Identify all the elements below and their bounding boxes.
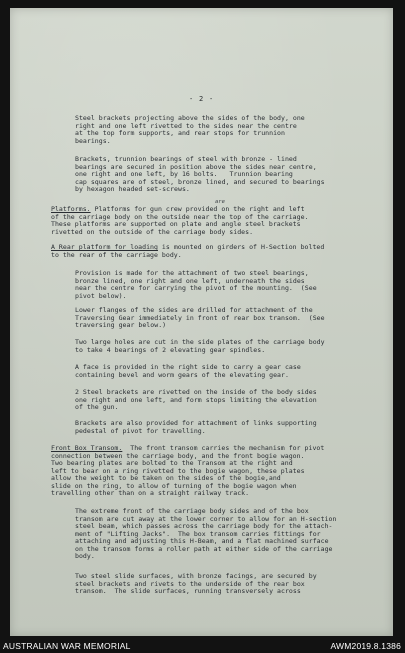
line: pivot below). — [75, 291, 127, 300]
line: to take 4 bearings of 2 elevating gear spindles. — [75, 345, 266, 354]
line: Traversing Gear immediately in front of rear box transom. (See — [75, 313, 325, 322]
paragraph-heading: Front Box Transom. — [51, 444, 123, 452]
line: travelling other than on a straight railway track. — [51, 489, 250, 497]
line: bronze lined, one right and one left, underneath the sides — [75, 276, 305, 285]
paragraph-large-holes — [75, 339, 325, 354]
line: Provision is made for the attachment of two steel bearings, — [75, 269, 309, 277]
line: Brackets, trunnion bearings of steel with bronze - lined — [75, 155, 297, 163]
institution-label: AUSTRALIAN WAR MEMORIAL — [3, 641, 131, 651]
paragraph-front-box-transom — [51, 445, 324, 498]
line: Platforms for gun crew provided on the right and left — [90, 205, 305, 213]
page-number: - 2 - — [188, 95, 215, 103]
paragraph-trunnion-bearings — [75, 156, 325, 194]
line: right and one left rivetted to the sides near the centre — [75, 121, 297, 130]
line: Two steel slide surfaces, with bronze facings, are secured by — [75, 572, 317, 580]
paragraph-steel-stops — [75, 389, 317, 412]
line: bearings are secured in position above the sides near centre, — [75, 162, 317, 171]
line: Brackets are also provided for attachment of links supporting — [75, 419, 317, 427]
accession-number: AWM2019.8.1386 — [330, 641, 401, 651]
line: These platforms are supported on plate and angle steel brackets — [51, 220, 301, 228]
line: of the gun. — [75, 403, 119, 411]
line: one right and one left, and form stops limiting the elevation — [75, 395, 317, 404]
document-page — [10, 8, 393, 636]
footer-bar — [0, 640, 405, 653]
line: The extreme front of the carriage body sides and of the box — [75, 507, 309, 515]
line: steel beam, which passes across the carriage body for the attach- — [75, 522, 333, 530]
line: of the carriage body on the outside near the top of the carriage. — [51, 212, 309, 221]
line: transom. The slide surfaces, running transversely across — [75, 587, 301, 595]
line: pedestal of pivot for travelling. — [75, 426, 206, 435]
paragraph-heading: A Rear platform for loading — [51, 243, 158, 251]
line: ment of "Lifting Jacks". The box transom carries fittings for — [75, 529, 321, 538]
line: bearings. — [75, 136, 111, 145]
line: transom are cut away at the lower corner to allow for an H-section — [75, 514, 337, 523]
line: The front transom carries the mechanism for pivot — [122, 444, 325, 452]
line: steel brackets and rivets to the underside of the rear box — [75, 579, 305, 588]
line: cap squares are of steel, bronze lined, and secured to bearings — [75, 177, 325, 186]
paragraph-gear-case — [75, 364, 301, 379]
line: Two large holes are cut in the side plates of the carriage body — [75, 338, 325, 346]
line: is mounted on girders of H-Section bolted — [157, 243, 325, 251]
line: at the top form supports, and rear stops for trunnion — [75, 129, 285, 137]
paragraph-steel-brackets — [75, 115, 305, 145]
line: containing bevel and worm gears of the elevating gear. — [75, 370, 289, 379]
paragraph-platforms — [51, 206, 309, 236]
line: Lower flanges of the sides are drilled for attachment of the — [75, 306, 313, 314]
line: rivetted on the outside of the carriage body sides. — [51, 227, 254, 236]
line: left to bear on a ring rivetted to the bogie wagon, these plates — [51, 466, 305, 475]
line: Steel brackets projecting above the sides of the body, one — [75, 114, 305, 122]
line: 2 Steel brackets are rivetted on the inside of the body sides — [75, 388, 317, 396]
paragraph-links — [75, 420, 317, 435]
paragraph-extreme-front — [75, 508, 336, 561]
line: slide on the ring, to allow of turning of the bogie wagon when — [51, 481, 297, 490]
line: A face is provided in the right side to carry a gear case — [75, 363, 301, 371]
paragraph-rear-platform — [51, 244, 324, 259]
handwritten-insertion: are — [215, 199, 225, 205]
line: connection between the carriage body, and the front bogie wagon. — [51, 451, 305, 460]
line: body. — [75, 552, 95, 560]
paragraph-lower-flanges — [75, 307, 325, 330]
line: to the rear of the carriage body. — [51, 250, 182, 259]
line: by hexagon headed set-screws. — [75, 185, 190, 193]
paragraph-provision — [75, 270, 317, 300]
line: one right and one left, by 16 bolts. Trunnion bearing — [75, 170, 293, 178]
paragraph-slide-surfaces — [75, 573, 317, 596]
line: near the centre for carrying the pivot of the mounting. (See — [75, 284, 317, 292]
paragraph-heading: Platforms. — [51, 205, 91, 213]
line: allow the weight to be taken on the sides of the bogie,and — [51, 474, 281, 482]
line: Two bearing plates are bolted to the Transom at the right and — [51, 459, 293, 467]
line: attaching and adjusting this H-Beam, and a flat machined surface — [75, 537, 329, 545]
line: traversing gear below.) — [75, 321, 167, 329]
line: on the transom forms a roller path at either side of the carriage — [75, 544, 333, 553]
